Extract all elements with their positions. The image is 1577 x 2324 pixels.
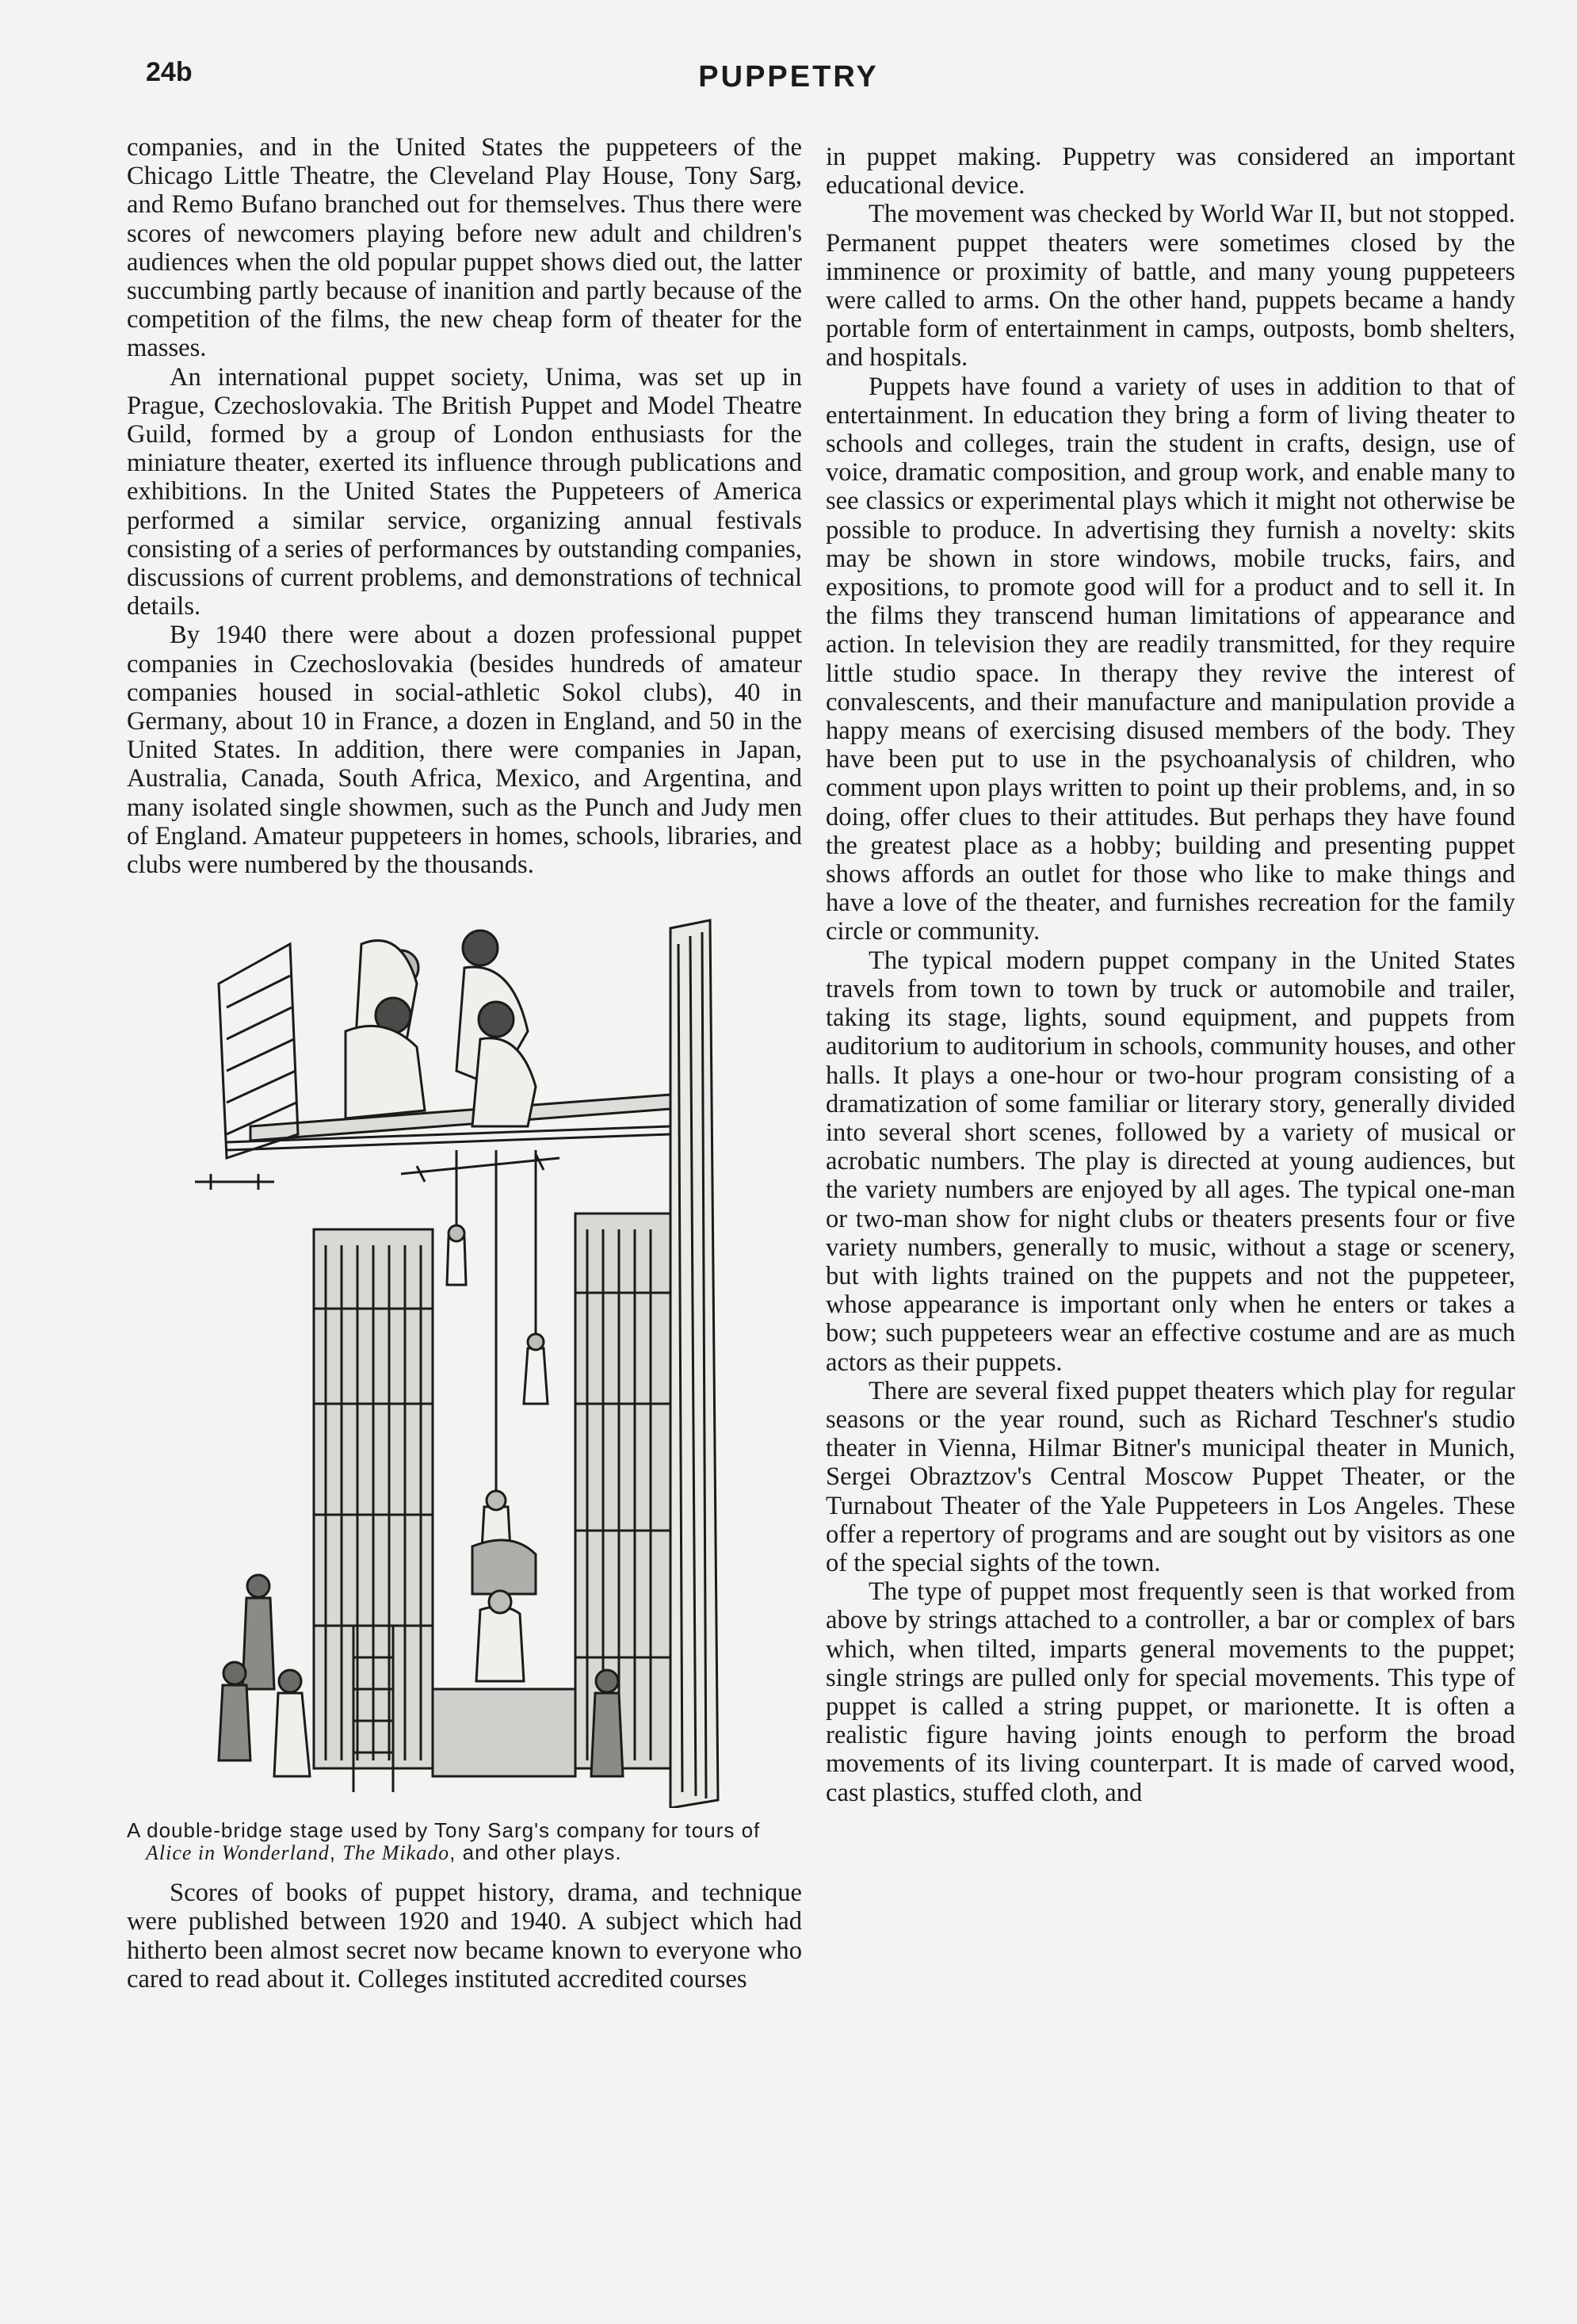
illustration-figure <box>127 896 802 1864</box>
paragraph: Puppets have found a variety of uses in addition to that of entertainment. In education they bring a form of living theater to schools and colleges, train the student in crafts, design, use of voice, dramatic composition, and group work, and enable many to see classics or experimental plays which it might not otherwise be possible to produce. In advertising they furnish a novelty: skits may be shown in store windows, mobile trucks, fairs, and expositions, to promote good will for a product and to sell it. In the films they transcend human limitations of appearance and action. In television they are readily transmitted, for they require little studio space. In therapy they revive the interest of convalescents, and their manufacture and manipulation provide a happy means of exercising disused members of the body. They have been put to use in the psychoanalysis of children, who comment upon plays written to point up their problems, and, in so doing, offer clues to their attitudes. But perhaps they have found the greatest place as a hobby; building and presenting puppet shows affords an outlet for those who like to make things and have a love of the theater, and furnishes recreation for the family circle or community. <box>826 372 1515 946</box>
left-column <box>127 133 802 1993</box>
paragraph: The movement was checked by World War II, but not stopped. Permanent puppet theaters were sometimes closed by the imminence or proximity of battle, and many young puppeteers were called to arms. On the other hand, puppets became a handy portable form of entertainment in camps, outposts, bomb shelters, and hospitals. <box>826 200 1515 373</box>
paragraph: Scores of books of puppet history, drama, and technique were published between 1920 and 1940. A subject which had hitherto been almost secret now became known to everyone who cared to read about it. Colleges instituted accredited courses <box>127 1879 802 1993</box>
paragraph: in puppet making. Puppetry was considered an important educational device. <box>826 143 1515 201</box>
paragraph: companies, and in the United States the puppeteers of the Chicago Little Theatre, the Cleveland Play House, Tony Sarg, and Remo Bufano branched out for themselves. Thus there were scores of newcomers playing before new adult and children's audiences when the old popular puppet shows died out, the latter succumbing partly because of inanition and partly because of the competition of the films, the new cheap form of theater for the masses. <box>127 133 802 363</box>
double-bridge-stage-illustration <box>163 896 766 1808</box>
paragraph: An international puppet society, Unima, was set up in Prague, Czechoslovakia. The British Puppet and Model Theatre Guild, formed by a group of London enthusiasts for the miniature theater, exerted its influence through publications and exhibitions. In the United States the Puppeteers of America performed a similar service, organizing annual festivals consisting of a series of performances by outstanding companies, discussions of current problems, and demonstrations of technical details. <box>127 362 802 621</box>
running-title: PUPPETRY <box>698 60 879 94</box>
paragraph: The typical modern puppet company in the United States travels from town to town by truck or automobile and trailer, taking its stage, lights, sound equipment, and puppets from auditorium to auditorium in schools, community houses, and other halls. It plays a one-hour or two-hour program consisting of a dramatization of some familiar or literary story, generally divided into several short scenes, followed by a variety of musical or acrobatic numbers. The play is directed at young audiences, but the variety numbers are enjoyed by all ages. The typical one-man or two-man show for night clubs or theaters presents four or five variety numbers, generally to music, without a stage or scenery, but with lights trained on the puppets and not the puppeteer, whose appearance is important only when he enters or takes a bow; such puppeteers wear an effective costume and are as much actors as their puppets. <box>826 946 1515 1377</box>
paragraph: By 1940 there were about a dozen professional puppet companies in Czechoslovakia (besides hundreds of amateur companies housed in social-athletic Sokol clubs), 40 in Germany, about 10 in France, a dozen in England, and 50 in the United States. In addition, there were companies in Japan, Australia, Canada, South Africa, Mexico, and Argentina, and many isolated single showmen, such as the Punch and Judy men of England. Amateur puppeteers in homes, schools, libraries, and clubs were numbered by the thousands. <box>127 621 802 880</box>
right-column <box>826 143 1515 1807</box>
paragraph: The type of puppet most frequently seen is that worked from above by strings attached to a controller, a bar or complex of bars which, when tilted, imparts general movements to the puppet; single strings are pulled only for special movements. This type of puppet is called a string puppet, or marionette. It is often a realistic figure having joints enough to perform the broad movements of its living counterpart. It is made of carved wood, cast plastics, stuffed cloth, and <box>826 1577 1515 1807</box>
figure-caption: A double-bridge stage used by Tony Sarg's company for tours of Alice in Wonderland, The Mikado, and other plays. <box>127 1818 761 1865</box>
paragraph: There are several fixed puppet theaters which play for regular seasons or the year round, such as Richard Teschner's studio theater in Vienna, Hilmar Bitner's municipal theater in Munich, Sergei Obraztzov's Central Moscow Puppet Theater, or the Turnabout Theater of the Yale Puppeteers in Los Angeles. These offer a repertory of programs and are sought out by visitors as one of the special sights of the town. <box>826 1376 1515 1577</box>
page-number: 24b <box>146 57 193 87</box>
